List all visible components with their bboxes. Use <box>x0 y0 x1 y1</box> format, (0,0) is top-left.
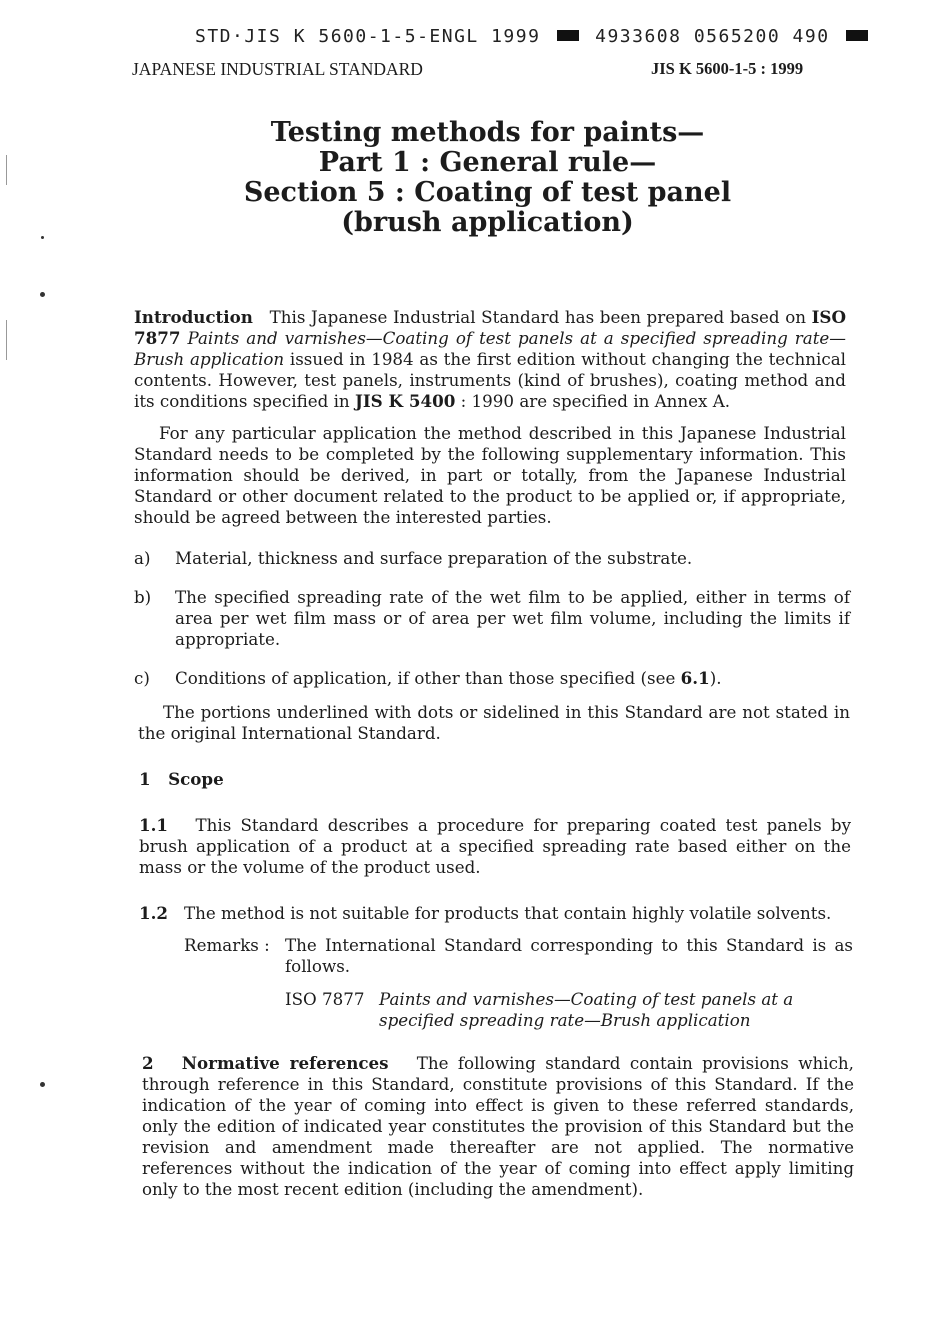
list-label-c: c) <box>134 668 150 688</box>
introduction-heading: Introduction <box>134 307 253 327</box>
section-number: 1 <box>139 769 151 789</box>
list-label-b: b) <box>134 587 152 607</box>
section-title: Normative references <box>181 1053 389 1073</box>
iso-label: ISO 7877 <box>285 989 365 1009</box>
std-code: STD·JIS K 5600-1-5-ENGL 1999 <box>195 26 541 47</box>
intro-paragraph-2: For any particular application the method described in this Japanese Industrial Standard needs to be completed by the following supplementary information. This information should be derived, in part or totally, from the Japanese Industrial Standard or other document related to the product to be applied or, if appropriate, should be agreed between the interested parties. <box>134 423 846 527</box>
barcode-number: 4933608 0565200 490 <box>595 26 830 47</box>
section-number: 2 <box>142 1053 154 1073</box>
barcode-block-icon <box>846 30 868 41</box>
clause-number: 1.2 <box>139 903 169 923</box>
scan-dot <box>41 236 44 239</box>
scan-mark <box>6 155 7 185</box>
scan-dot <box>40 292 45 297</box>
scan-mark <box>6 320 7 360</box>
scan-dot <box>40 1082 45 1087</box>
clause-1-2: 1.2 The method is not suitable for products that contain highly volatile solvents. <box>139 903 832 923</box>
barcode-block-icon <box>557 30 579 41</box>
list-item-c: Conditions of application, if other than those specified (see 6.1). <box>175 668 722 688</box>
clause-number: 1.1 <box>139 815 169 835</box>
organization-name: JAPANESE INDUSTRIAL STANDARD <box>132 59 423 79</box>
iso-title: Paints and varnishes—Coating of test panels at a specified spreading rate—Brush application <box>134 328 846 369</box>
list-item-b: The specified spreading rate of the wet film to be applied, either in terms of area per wet film mass or of area per wet film volume, including the limits if appropriate. <box>175 587 850 649</box>
document-title <box>200 118 775 238</box>
scope-heading <box>139 769 224 790</box>
document-code-line <box>195 26 872 47</box>
normative-references-paragraph: 2 Normative references The following standard contain provisions which, through reference in this Standard, constitute provisions of this Standard. If the indication of the year of coming into effect is given to these referred standards, only the edition of indicated year constitutes the provision of this Standard but the revision and amendment made thereafter are not applied. The normative references without the indication of the year of coming into effect apply limiting only to the most recent edition (including the amendment). <box>142 1053 854 1199</box>
jis-reference: JIS K 5400 <box>354 391 456 411</box>
clause-reference: 6.1 <box>680 668 710 688</box>
iso-reference: ISO 7877 <box>134 307 846 348</box>
standard-number: JIS K 5600-1-5 : 1999 <box>651 59 804 78</box>
iso-title-remark: Paints and varnishes—Coating of test panels at a specified spreading rate—Brush application <box>379 989 794 1030</box>
clause-1-1: 1.1 This Standard describes a procedure for preparing coated test panels by brush application of a product at a specified spreading rate based either on the mass or the volume of the product used. <box>139 815 851 877</box>
note-paragraph: The portions underlined with dots or sidelined in this Standard are not stated in the original International Standard. <box>138 702 850 743</box>
title-line-4: (brush application) <box>341 207 634 238</box>
remarks-label: Remarks : <box>184 935 270 955</box>
title-line-3: Section 5 : Coating of test panel <box>243 177 732 208</box>
title-line-2: Part 1 : General rule— <box>318 147 657 178</box>
section-title: Scope <box>168 769 224 789</box>
list-label-a: a) <box>134 548 151 568</box>
introduction-paragraph: Introduction This Japanese Industrial Standard has been prepared based on ISO 7877 Paints and varnishes—Coating of test panels at a specified spreading rate—Brush application issued in 1984 as the first edition without changing the technical contents. However, test panels, instruments (kind of brushes), coating method and its conditions specified in JIS K 5400 : 1990 are specified in Annex A. <box>134 307 846 411</box>
list-item-a: Material, thickness and surface preparation of the substrate. <box>175 548 693 568</box>
title-line-1: Testing methods for paints— <box>270 117 705 148</box>
remarks-text: The International Standard corresponding to this Standard is as follows. <box>285 935 853 976</box>
